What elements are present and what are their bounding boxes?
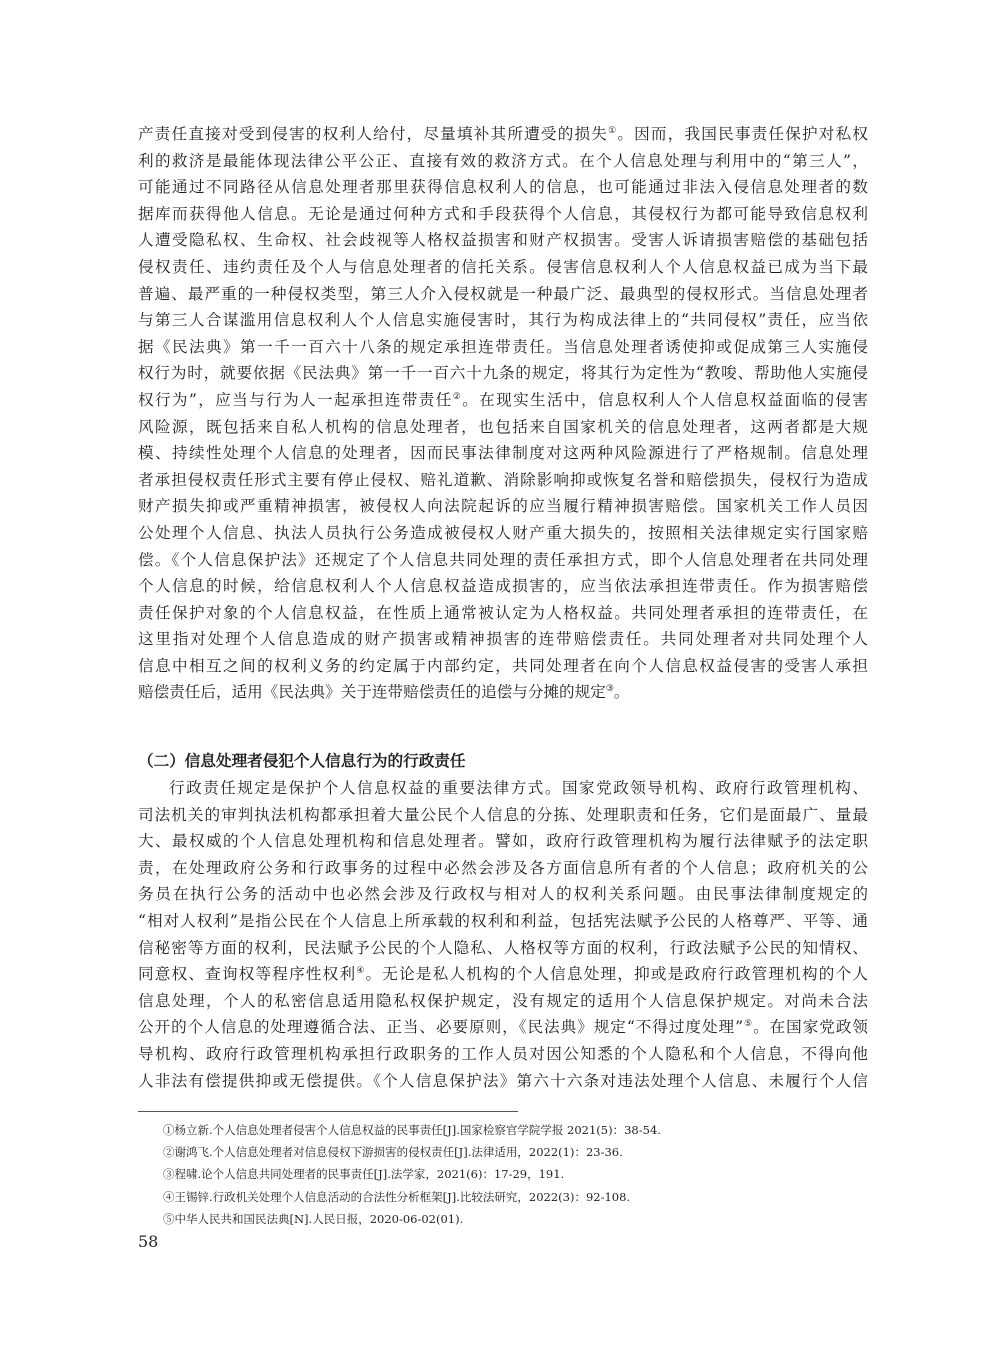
- text-line: 公开的个人信息的处理遵循合法、正当、必要原则，《民法典》规定“不得过度处理”⑤。在国家党政领: [138, 1018, 868, 1037]
- footnotes: [163, 1119, 863, 1230]
- footnote-item: ③程啸.论个人信息共同处理者的民事责任[J].法学家，2021(6)：17-29，191.: [163, 1167, 565, 1182]
- text-line: 信秘密等方面的权利，民法赋予公民的个人隐私、人格权等方面的权利，行政法赋予公民的知情权、: [138, 938, 868, 957]
- text-line: 利的救济是最能体现法律公平公正、直接有效的救济方式。在个人信息处理与利用中的“第三人”，: [138, 151, 868, 170]
- section-heading: （二）信息处理者侵犯个人信息行为的行政责任: [138, 752, 466, 770]
- text-line: 可能通过不同路径从信息处理者那里获得信息权利人的信息，也可能通过非法入侵信息处理者的数: [138, 178, 868, 197]
- text-line: 行政责任规定是保护个人信息权益的重要法律方式。国家党政领导机构、政府行政管理机构、: [169, 779, 868, 797]
- text-line: 偿。《个人信息保护法》还规定了个人信息共同处理的责任承担方式，即个人信息处理者在共同处理: [138, 550, 868, 569]
- text-line: 权行为”，应当与行为人一起承担连带责任②。在现实生活中，信息权利人个人信息权益面临的侵害: [138, 390, 868, 409]
- text-line: 责任保护对象的个人信息权益，在性质上通常被认定为人格权益。共同处理者承担的连带责任，在: [138, 603, 868, 622]
- text-line: “相对人权利”是指公民在个人信息上所承载的权利和利益，包括宪法赋予公民的人格尊严、平等、通: [138, 911, 868, 930]
- footnote-marker[interactable]: ②: [452, 391, 463, 402]
- footnote-item: ④王锡锌.行政机关处理个人信息活动的合法性分析框架[J].比较法研究，2022(3)：92-108.: [163, 1189, 631, 1204]
- footnote-item: ⑤中华人民共和国民法典[N].人民日报，2020-06-02(01).: [163, 1211, 464, 1226]
- text-line: 普遍、最严重的一种侵权类型，第三人介入侵权就是一种最广泛、最典型的侵权形式。当信息处理者: [138, 284, 868, 303]
- text-line: 导机构、政府行政管理机构承担行政职务的工作人员对因公知悉的个人隐私和个人信息，不得向他: [138, 1044, 868, 1063]
- text-line: 财产损失抑或严重精神损害，被侵权人向法院起诉的应当履行精神损害赔偿。国家机关工作人员因: [138, 497, 868, 516]
- text-line: 侵权责任、违约责任及个人与信息处理者的信托关系。侵害信息权利人个人信息权益已成为当下最: [138, 257, 868, 276]
- footnote-item: ②谢鸿飞.个人信息处理者对信息侵权下游损害的侵权责任[J].法律适用，2022(1)：23-36.: [163, 1145, 623, 1160]
- footnote-marker[interactable]: ⑤: [743, 1019, 754, 1030]
- footnote-divider: [138, 1111, 518, 1112]
- footnote-marker[interactable]: ①: [608, 125, 618, 136]
- text-line: 产责任直接对受到侵害的权利人给付，尽量填补其所遭受的损失①。因而，我国民事责任保护对私权: [138, 125, 868, 143]
- text-line: 司法机关的审判执法机构都承担着大量公民个人信息的分拣、处理职责和任务，它们是面最广、量最: [138, 805, 868, 824]
- text-line: 这里指对处理个人信息造成的财产损害或精神损害的连带赔偿责任。共同处理者对共同处理个人: [138, 630, 868, 649]
- text-line: 公处理个人信息、执法人员执行公务造成被侵权人财产重大损失的，按照相关法律规定实行国家赔: [138, 523, 868, 542]
- text-line: 据《民法典》第一千一百六十八条的规定承担连带责任。当信息处理者诱使抑或促成第三人实施侵: [138, 337, 868, 356]
- text-line: 务员在执行公务的活动中也必然会涉及行政权与相对人的权利关系问题。由民事法律制度规定的: [138, 885, 868, 904]
- text-line: 模、持续性处理个人信息的处理者，因而民事法律制度对这两种风险源进行了严格规制。信息处理: [138, 444, 868, 463]
- text-line: 大、最权威的个人信息处理机构和信息处理者。譬如，政府行政管理机构为履行法律赋予的法定职: [138, 832, 868, 851]
- body-paragraph-2: [138, 775, 868, 1094]
- text-line: 据库而获得他人信息。无论是通过何种方式和手段获得个人信息，其侵权行为都可能导致信息权利: [138, 204, 868, 223]
- text-line: 与第三人合谋滥用信息权利人个人信息实施侵害时，其行为构成法律上的“共同侵权”责任，应当依: [138, 311, 868, 330]
- text-line: 赔偿责任后，适用《民法典》关于连带赔偿责任的追偿与分摊的规定③。: [138, 683, 630, 702]
- body-paragraph-1: [138, 121, 868, 706]
- page-number: 58: [138, 1232, 159, 1251]
- footnote-item: ①杨立新.个人信息处理者侵害个人信息权益的民事责任[J].国家检察官学院学报 2021(5)：38-54.: [163, 1123, 661, 1137]
- text-line: 风险源，既包括来自私人机构的信息处理者，也包括来自国家机关的信息处理者，这两者都是大规: [138, 417, 868, 436]
- text-line: 权行为时，就要依据《民法典》第一千一百六十九条的规定，将其行为定性为“教唆、帮助他人实施侵: [138, 364, 868, 383]
- footnote-marker[interactable]: ④: [356, 965, 366, 976]
- text-line: 信息中相互之间的权利义务的约定属于内部约定，共同处理者在向个人信息权益侵害的受害人承担: [138, 656, 868, 675]
- text-line: 者承担侵权责任形式主要有停止侵权、赔礼道歉、消除影响抑或恢复名誉和赔偿损失，侵权行为造成: [138, 470, 868, 489]
- footnote-marker[interactable]: ③: [605, 684, 614, 695]
- text-line: 人非法有偿提供抑或无偿提供。《个人信息保护法》第六十六条对违法处理个人信息、未履行个人信: [138, 1071, 868, 1090]
- text-line: 个人信息的时候，给信息权利人个人信息权益造成损害的，应当依法承担连带责任。作为损害赔偿: [138, 577, 868, 596]
- text-line: 人遭受隐私权、生命权、社会歧视等人格权益损害和财产权损害。受害人诉请损害赔偿的基础包括: [138, 231, 868, 250]
- text-line: 同意权、查询权等程序性权利④。无论是私人机构的个人信息处理，抑或是政府行政管理机构的个人: [138, 965, 868, 984]
- text-line: 信息处理，个人的私密信息适用隐私权保护规定，没有规定的适用个人信息保护规定。对尚未合法: [138, 991, 868, 1010]
- text-line: 责，在处理政府公务和行政事务的过程中必然会涉及各方面信息所有者的个人信息；政府机关的公: [138, 858, 868, 877]
